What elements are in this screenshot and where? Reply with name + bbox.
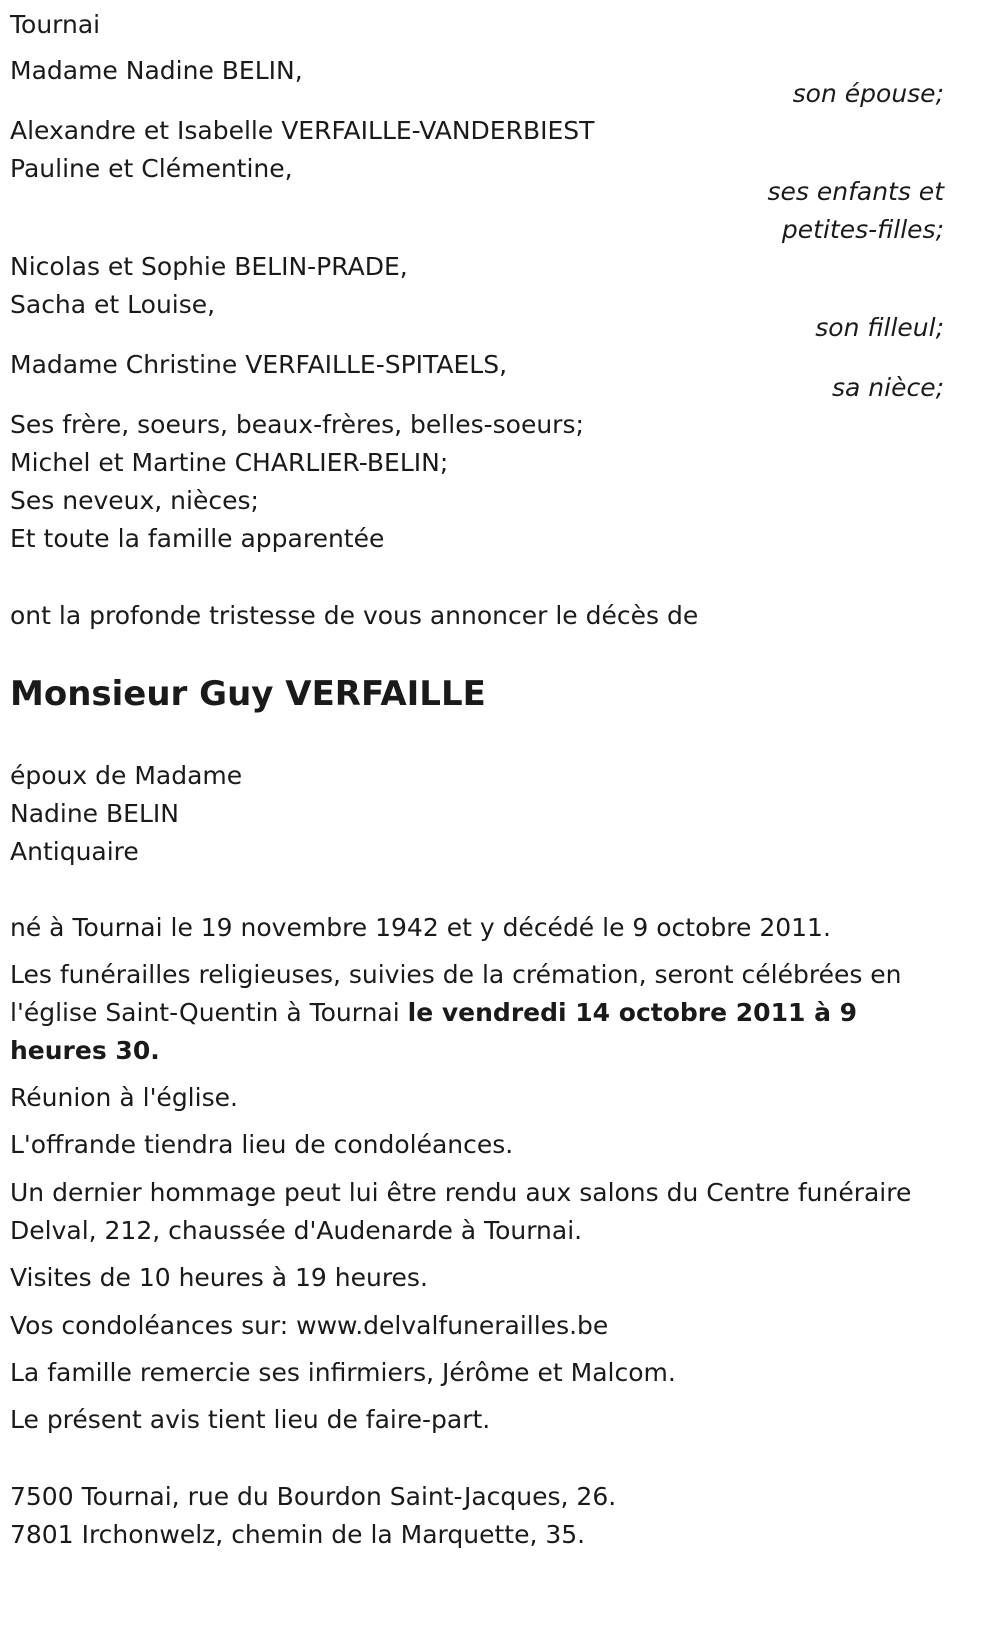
family-line: Madame Christine VERFAILLE-SPITAELS, [10, 350, 508, 379]
note-line: Visites de 10 heures à 19 heures. [10, 1263, 428, 1292]
family-role: son filleul; [815, 313, 944, 342]
family-line: Pauline et Clémentine, [10, 154, 293, 183]
relatives-line: Ses neveux, nièces; [10, 486, 259, 515]
family-role: ses enfants et [767, 177, 944, 206]
relatives-line: Ses frère, soeurs, beaux-frères, belles-soeurs; [10, 410, 584, 439]
note-line: Le présent avis tient lieu de faire-part. [10, 1405, 491, 1434]
detail-line: Nadine BELIN [10, 799, 179, 828]
family-line: Sacha et Louise, [10, 290, 216, 319]
birth-death: né à Tournai le 19 novembre 1942 et y décédé le 9 octobre 2011. [10, 913, 831, 942]
announcement: ont la profonde tristesse de vous annoncer le décès de [10, 601, 699, 630]
family-role: sa nièce; [831, 373, 944, 402]
funeral-text: Les funérailles religieuses, suivies de la crémation, seront célébrées en l'église Saint-Quentin à Tournai [10, 960, 902, 1027]
family-role: petites-filles; [781, 215, 944, 244]
detail-line: époux de Madame [10, 761, 243, 790]
note-paragraph: Un dernier hommage peut lui être rendu aux salons du Centre funéraire Delval, 212, chaussée d'Audenarde à Tournai. [10, 1178, 912, 1245]
note-line: Réunion à l'église. [10, 1083, 238, 1112]
deceased-name: Monsieur Guy VERFAILLE [10, 674, 486, 714]
address-line: 7801 Irchonwelz, chemin de la Marquette, 35. [10, 1520, 586, 1549]
funeral-paragraph [10, 956, 960, 1070]
detail-line: Antiquaire [10, 837, 139, 866]
funeral-date: le vendredi 14 octobre 2011 à 9 heures 30. [10, 998, 858, 1065]
relatives-line: Et toute la famille apparentée [10, 524, 385, 553]
header-city: Tournai [10, 10, 101, 39]
family-role: son épouse; [792, 79, 944, 108]
note-line: La famille remercie ses infirmiers, Jérôme et Malcom. [10, 1358, 676, 1387]
family-line: Alexandre et Isabelle VERFAILLE-VANDERBIEST [10, 116, 595, 145]
address-line: 7500 Tournai, rue du Bourdon Saint-Jacques, 26. [10, 1482, 617, 1511]
family-line: Madame Nadine BELIN, [10, 56, 303, 85]
family-line: Nicolas et Sophie BELIN-PRADE, [10, 252, 408, 281]
relatives-line: Michel et Martine CHARLIER-BELIN; [10, 448, 449, 477]
note-line: Vos condoléances sur: www.delvalfunerailles.be [10, 1311, 609, 1340]
note-line: L'offrande tiendra lieu de condoléances. [10, 1130, 514, 1159]
